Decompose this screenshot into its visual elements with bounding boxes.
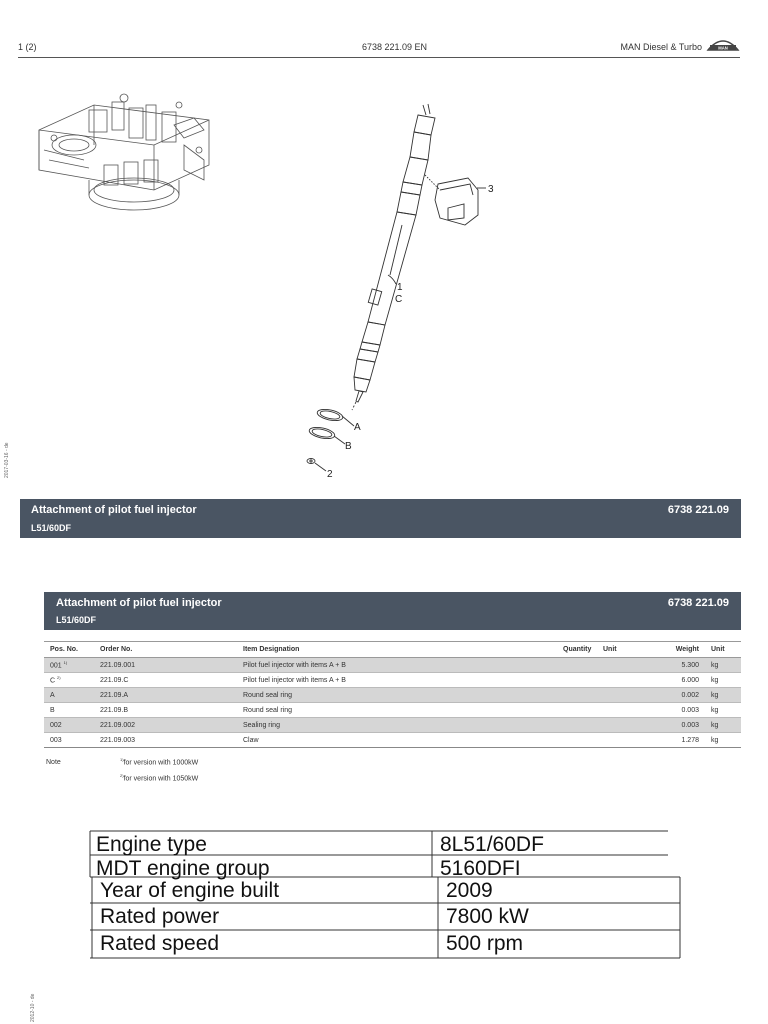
col-item-designation: Item Designation xyxy=(237,642,557,658)
footnote-marker: 1) xyxy=(63,660,68,666)
page-number: 1 (2) xyxy=(18,42,37,52)
title: Attachment of pilot fuel injector xyxy=(56,597,222,609)
svg-text:MAN: MAN xyxy=(718,45,728,51)
company-name: MAN Diesel & Turbo xyxy=(620,42,702,52)
engine-model: L51/60DF xyxy=(56,615,97,625)
cell-weight-unit: kg xyxy=(705,688,741,703)
cell-weight: 5.300 xyxy=(667,658,705,673)
engine-info-value: 500 rpm xyxy=(446,932,524,955)
cell-weight-unit: kg xyxy=(705,703,741,718)
cell-order-no: 221.09.B xyxy=(94,703,237,718)
col-order-no: Order No. xyxy=(94,642,237,658)
cell-order-no: 221.09.A xyxy=(94,688,237,703)
cell-item-designation: Pilot fuel injector with items A + B xyxy=(237,673,557,688)
cell-weight: 1.278 xyxy=(667,733,705,748)
cell-weight-unit: kg xyxy=(705,718,741,733)
side-date-note: 2017-03-16 - de xyxy=(4,442,10,478)
cell-pos-no: 001 $^{1)}$ xyxy=(44,658,94,673)
side-date-note-2: 2012-10 - de xyxy=(30,993,36,1022)
note-text: for version with 1050kW xyxy=(123,775,199,783)
note-label: Note xyxy=(46,759,61,766)
cell-pos-no: 003 xyxy=(44,733,94,748)
engine-info-label: Engine type xyxy=(96,833,207,856)
col-unit: Unit xyxy=(597,642,667,658)
cell-weight: 0.003 xyxy=(667,718,705,733)
cell-item-designation: Claw xyxy=(237,733,557,748)
cell-pos-no: C $^{2)}$ xyxy=(44,673,94,688)
cell-order-no: 221.09.003 xyxy=(94,733,237,748)
cell-weight: 0.002 xyxy=(667,688,705,703)
cell-weight: 6.000 xyxy=(667,673,705,688)
cell-pos-no: B xyxy=(44,703,94,718)
note-text: for version with 1000kW xyxy=(123,759,199,767)
cell-pos-no: A xyxy=(44,688,94,703)
engine-info-label: MDT engine group xyxy=(96,857,270,880)
col-quantity: Quantity xyxy=(557,642,597,658)
note-marker: 1) xyxy=(120,757,124,762)
engine-info-value: 2009 xyxy=(446,879,493,902)
engine-info-value: 5160DFI xyxy=(440,857,521,880)
cell-weight: 0.003 xyxy=(667,703,705,718)
col-pos-no: Pos. No. xyxy=(44,642,94,658)
col-weight-unit: Unit xyxy=(705,642,741,658)
cell-pos-no: 002 xyxy=(44,718,94,733)
engine-info-label: Rated speed xyxy=(100,932,220,955)
doc-number: 6738 221.09 xyxy=(667,504,729,516)
cell-item-designation: Pilot fuel injector with items A + B xyxy=(237,658,557,673)
cell-item-designation: Sealing ring xyxy=(237,718,557,733)
cell-weight-unit: kg xyxy=(705,658,741,673)
note-marker: 2) xyxy=(120,773,124,778)
engine-info-label: Rated power xyxy=(100,905,220,928)
engine-model: L51/60DF xyxy=(31,523,72,533)
callout-c: C xyxy=(395,294,403,305)
callout-a: A xyxy=(354,422,361,433)
cell-weight-unit: kg xyxy=(705,733,741,748)
engine-info-label: Year of engine built xyxy=(100,879,280,902)
footnote-marker: 2) xyxy=(57,675,61,681)
doc-number: 6738 221.09 EN xyxy=(362,42,428,52)
cell-order-no: 221.09.002 xyxy=(94,718,237,733)
col-weight: Weight xyxy=(667,642,705,658)
callout-1: 1 xyxy=(397,282,403,293)
callout-2: 2 xyxy=(327,469,333,480)
cell-item-designation: Round seal ring xyxy=(237,688,557,703)
callout-b: B xyxy=(345,441,352,452)
cell-order-no: 221.09.C xyxy=(94,673,237,688)
callout-3: 3 xyxy=(488,184,494,195)
engine-info-value: 8L51/60DF xyxy=(440,833,544,856)
cell-order-no: 221.09.001 xyxy=(94,658,237,673)
doc-number: 6738 221.09 xyxy=(667,597,729,609)
title: Attachment of pilot fuel injector xyxy=(31,504,197,516)
engine-info-value: 7800 kW xyxy=(446,905,529,928)
cell-item-designation: Round seal ring xyxy=(237,703,557,718)
cell-weight-unit: kg xyxy=(705,673,741,688)
